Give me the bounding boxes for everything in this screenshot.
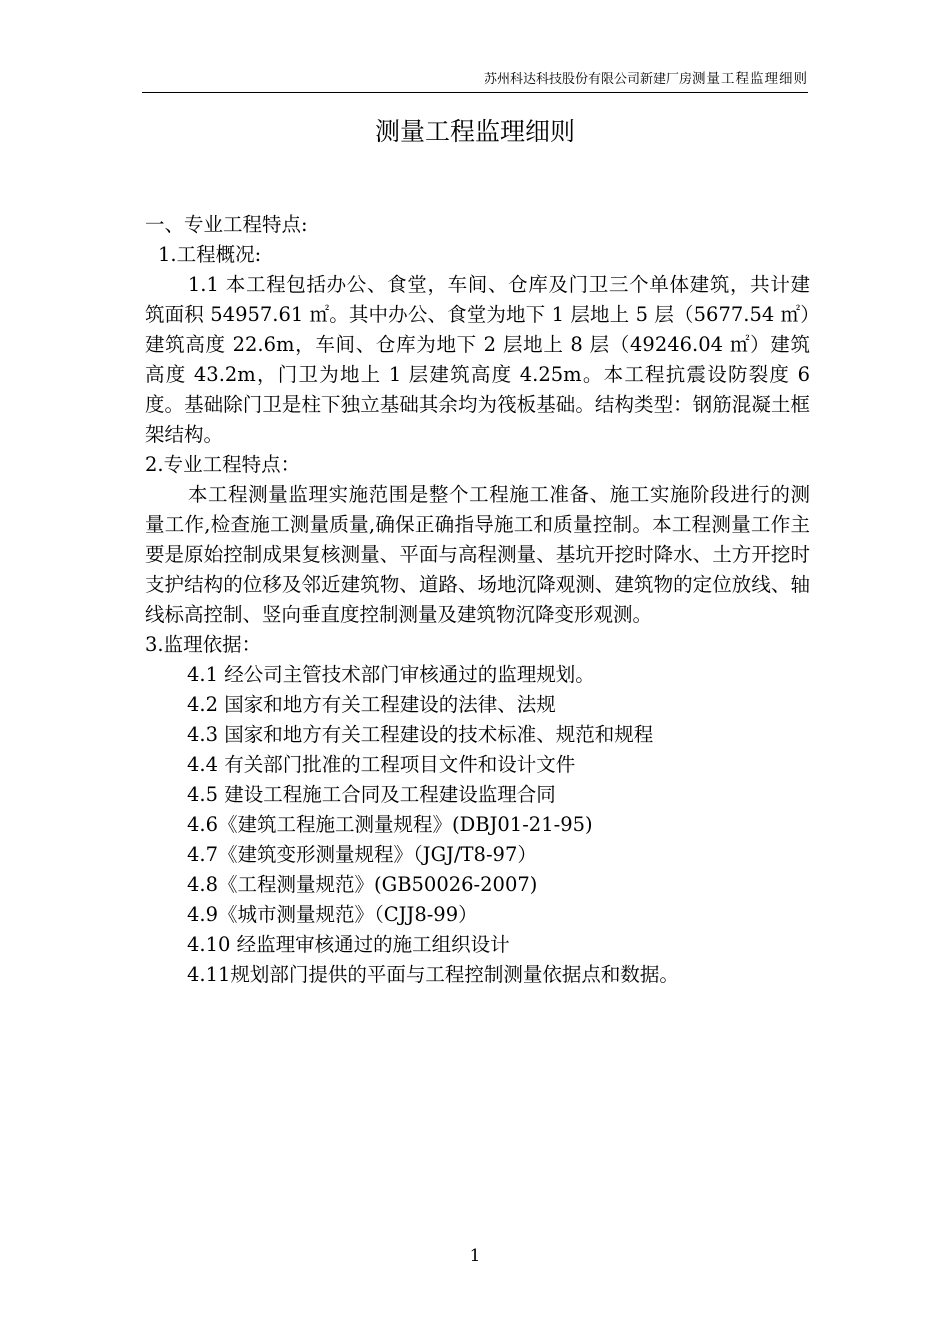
overview-paragraph: 1.1 本工程包括办公、食堂，车间、仓库及门卫三个单体建筑，共计建筑面积 54957.61 ㎡。其中办公、食堂为地下 1 层地上 5 层（5677.54 ㎡）建筑高度 22.6m，车间、仓库为地下 2 层地上 8 层（49246.04 ㎡）建筑高度 43.2m，门卫为地上 1 层建筑高度 4.25m。本工程抗震设防裂度 6 度。基础除门卫是柱下独立基础其余均为筏板基础。结构类型：钢筋混凝土框架结构。 <box>145 273 810 446</box>
basis-item: 4.10 经监理审核通过的施工组织设计 <box>187 933 510 956</box>
basis-item: 4.2 国家和地方有关工程建设的法律、法规 <box>187 693 556 716</box>
basis-item: 4.8《工程测量规范》(GB50026-2007) <box>187 873 538 896</box>
item-heading-overview: 1.工程概况: <box>158 243 262 266</box>
document-body <box>145 210 810 990</box>
document-title: 测量工程监理细则 <box>374 117 575 146</box>
section-heading: 一、专业工程特点: <box>145 213 308 236</box>
basis-item: 4.3 国家和地方有关工程建设的技术标准、规范和规程 <box>187 723 654 746</box>
features-paragraph: 本工程测量监理实施范围是整个工程施工准备、施工实施阶段进行的测量工作,检查施工测量质量,确保正确指导施工和质量控制。本工程测量工作主要是原始控制成果复核测量、平面与高程测量、基坑开挖时降水、土方开挖时支护结构的位移及邻近建筑物、道路、场地沉降观测、建筑物的定位放线、轴线标高控制、竖向垂直度控制测量及建筑物沉降变形观测。 <box>145 483 810 626</box>
basis-item: 4.11规划部门提供的平面与工程控制测量依据点和数据。 <box>187 963 679 986</box>
basis-item: 4.5 建设工程施工合同及工程建设监理合同 <box>187 783 556 806</box>
item-heading-basis: 3.监理依据： <box>145 633 262 656</box>
basis-item: 4.1 经公司主管技术部门审核通过的监理规划。 <box>187 663 595 686</box>
header-doc-title: 测量工程监理细则 <box>692 71 808 87</box>
basis-item: 4.7《建筑变形测量规程》（JGJ/T8-97） <box>187 843 537 866</box>
page-number: 1 <box>469 1246 481 1266</box>
item-heading-features: 2.专业工程特点： <box>145 453 301 476</box>
header-project: 苏州科达科技股份有限公司新建厂房 <box>483 72 692 87</box>
basis-item: 4.9《城市测量规范》（CJJ8-99） <box>187 903 478 926</box>
basis-item: 4.6《建筑工程施工测量规程》(DBJ01-21-95) <box>187 813 593 836</box>
basis-item: 4.4 有关部门批准的工程项目文件和设计文件 <box>187 753 576 776</box>
page-header <box>142 66 808 93</box>
